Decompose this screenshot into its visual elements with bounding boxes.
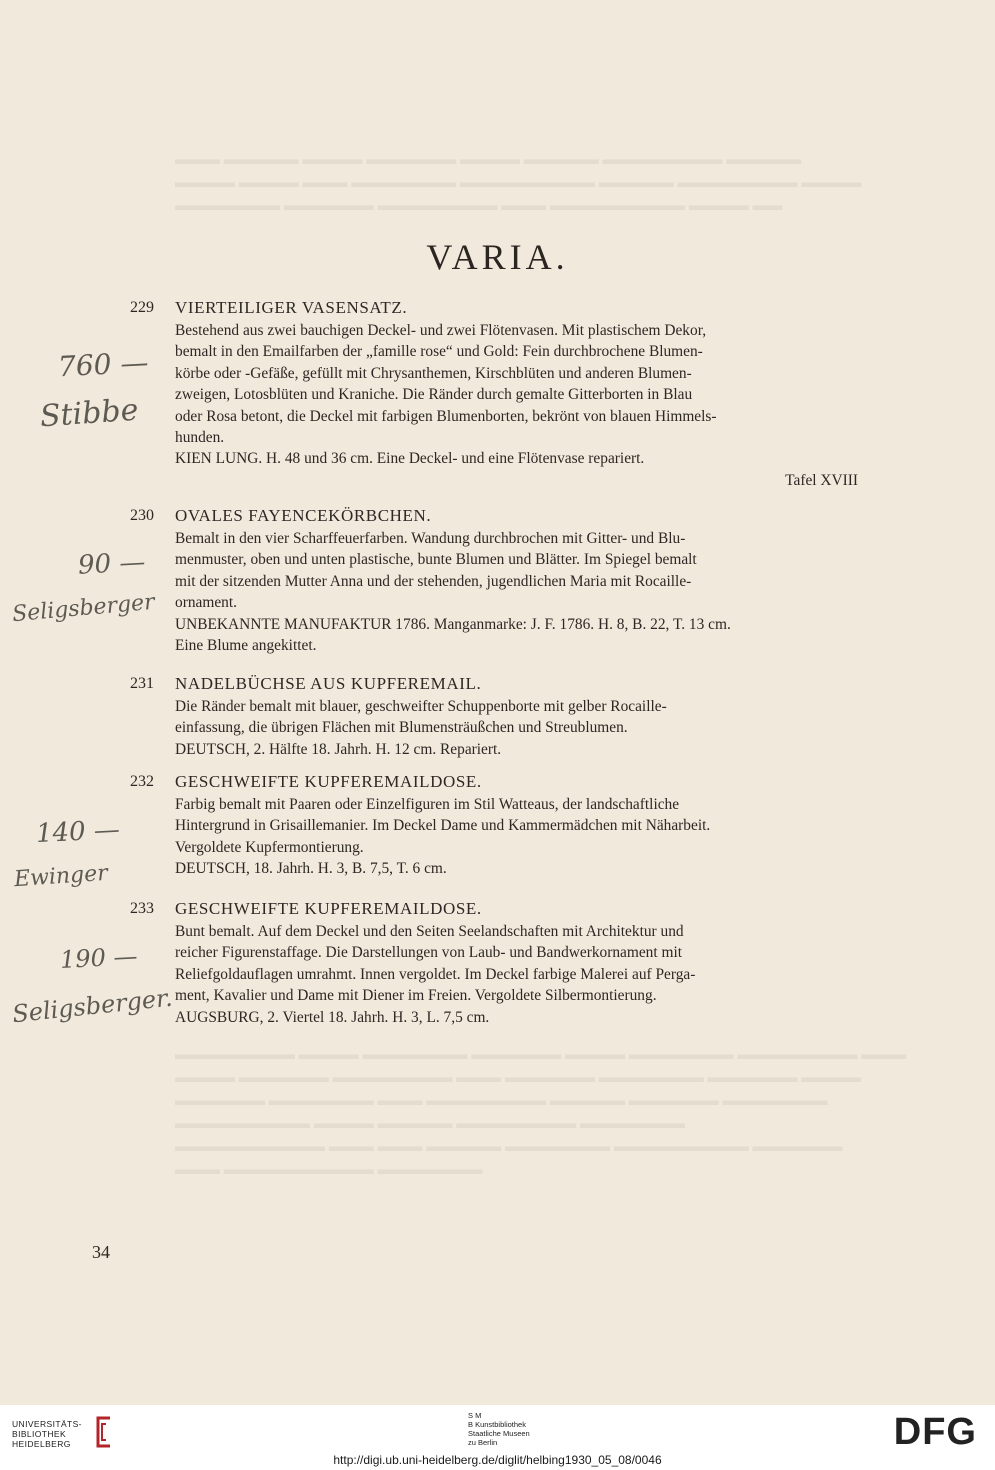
catalog-entry-229 bbox=[130, 296, 858, 491]
description-line: Die Ränder bemalt mit blauer, geschweifter Schuppenborte mit gelber Rocaille- bbox=[175, 698, 667, 715]
description-line: ornament. bbox=[175, 594, 237, 612]
handwritten-price-232: 140 — bbox=[35, 814, 121, 850]
lot-title: OVALES FAYENCEKÖRBCHEN. bbox=[175, 506, 432, 525]
description-line: menmuster, oben und unten plastische, bunte Blumen und Blätter. Im Spiegel bemalt bbox=[175, 551, 697, 569]
section-heading: VARIA. bbox=[426, 237, 569, 277]
catalog-entry-231 bbox=[130, 672, 858, 760]
lot-number: 233 bbox=[130, 900, 154, 917]
entry-title-row bbox=[130, 770, 858, 794]
lot-description bbox=[175, 320, 858, 491]
description-line: Bunt bemalt. Auf dem Deckel und den Seiten Seelandschaften mit Architektur und bbox=[175, 923, 684, 940]
catalog-entry-230 bbox=[130, 504, 858, 656]
digitization-footer bbox=[0, 1405, 995, 1470]
university-library-logo bbox=[12, 1419, 82, 1449]
lot-description bbox=[175, 794, 858, 880]
source-url[interactable]: http://digi.ub.uni-heidelberg.de/diglit/helbing1930_05_08/0046 bbox=[333, 1453, 662, 1467]
handwritten-buyer-233: Seligsberger. bbox=[10, 983, 174, 1029]
show-through-texture: ▬▬▬ ▬▬▬▬▬ ▬▬▬▬ ▬▬▬▬▬▬ ▬▬▬▬ ▬▬▬▬▬ ▬▬▬▬▬▬▬▬ ▬▬▬▬▬ bbox=[175, 152, 802, 168]
handwritten-price-229: 760 — bbox=[57, 345, 150, 384]
handwritten-buyer-229: Stibbe bbox=[38, 392, 140, 435]
smb-kunstbibliothek-logo bbox=[468, 1411, 530, 1447]
description-line: Hintergrund in Grisaillemanier. Im Deckel Dame und Kammermädchen mit Näharbeit. bbox=[175, 817, 711, 835]
handwritten-buyer-232: Ewinger bbox=[13, 860, 109, 893]
description-line: mit der sitzenden Mutter Anna und der stehenden, jugendlichen Maria mit Rocaille- bbox=[175, 572, 692, 590]
smb-line: S M bbox=[468, 1411, 482, 1420]
description-line: hunden. bbox=[175, 429, 225, 447]
show-through-texture: ▬▬▬▬▬▬▬▬▬ ▬▬▬▬ ▬▬▬▬▬ ▬▬▬▬▬▬▬▬ ▬▬▬▬▬▬▬ bbox=[175, 1116, 685, 1132]
description-line: zweigen, Lotosblüten und Kraniche. Die Ränder durch gemalte Gitterborten in Blau bbox=[175, 386, 693, 404]
entry-title-row bbox=[130, 504, 858, 528]
description-line: reicher Figurenstaffage. Die Darstellungen von Laub- und Bandwerkornament mit bbox=[175, 944, 683, 962]
lot-description bbox=[175, 696, 858, 760]
library-name-line: UNIVERSITÄTS- bbox=[12, 1419, 82, 1429]
description-line: einfassung, die übrigen Flächen mit Blumensträußchen und Streublumen. bbox=[175, 719, 628, 737]
lot-provenance: KIEN LUNG. H. 48 und 36 cm. Eine Deckel- und eine Flötenvase repariert. bbox=[175, 450, 645, 468]
show-through-texture: ▬▬▬▬ ▬▬▬▬ ▬▬▬ ▬▬▬▬▬▬▬ ▬▬▬▬▬▬▬▬▬ ▬▬▬▬▬ ▬▬▬▬▬▬▬▬ ▬▬▬▬ bbox=[175, 175, 862, 191]
dfg-logo: DFG bbox=[893, 1411, 977, 1453]
handwritten-price-230: 90 — bbox=[77, 547, 147, 581]
show-through-texture: ▬▬▬▬▬▬▬▬ ▬▬▬▬ ▬▬▬▬▬▬▬ ▬▬▬▬▬▬ ▬▬▬▬ ▬▬▬▬▬▬▬ ▬▬▬▬▬▬▬▬ ▬▬▬ bbox=[175, 1047, 907, 1063]
lot-title: NADELBÜCHSE AUS KUPFEREMAIL. bbox=[175, 674, 482, 693]
lot-provenance: DEUTSCH, 2. Hälfte 18. Jahrh. H. 12 cm. Repariert. bbox=[175, 740, 502, 758]
description-line: oder Rosa betont, die Deckel mit farbigen Blumenborten, bekrönt von blauen Himmels- bbox=[175, 407, 717, 425]
library-name-line: BIBLIOTHEK bbox=[12, 1429, 67, 1439]
lot-provenance: DEUTSCH, 18. Jahrh. H. 3, B. 7,5, T. 6 cm. bbox=[175, 860, 447, 878]
lot-title: VIERTEILIGER VASENSATZ. bbox=[175, 298, 408, 317]
library-name-line: HEIDELBERG bbox=[12, 1439, 71, 1449]
plate-reference: Tafel XVIII bbox=[785, 471, 858, 489]
lot-description bbox=[175, 528, 858, 656]
show-through-texture: ▬▬▬▬▬▬ ▬▬▬▬▬▬▬ ▬▬▬ ▬▬▬▬▬▬▬▬ ▬▬▬▬▬ ▬▬▬▬▬▬ ▬▬▬▬▬▬▬ bbox=[175, 1093, 828, 1109]
description-line: ment, Kavalier und Dame mit Diener im Freien. Vergoldete Silbermontierung. bbox=[175, 987, 657, 1005]
description-line: Bestehend aus zwei bauchigen Deckel- und zwei Flötenvasen. Mit plastischem Dekor, bbox=[175, 322, 707, 339]
show-through-texture: ▬▬▬ ▬▬▬▬▬▬▬▬▬▬ ▬▬▬▬▬▬▬ bbox=[175, 1162, 483, 1178]
lot-title: GESCHWEIFTE KUPFEREMAILDOSE. bbox=[175, 899, 482, 918]
lot-provenance: UNBEKANNTE MANUFAKTUR 1786. Manganmarke: J. F. 1786. H. 8, B. 22, T. 13 cm. bbox=[175, 615, 731, 633]
catalog-entry-233 bbox=[130, 897, 858, 1028]
handwritten-price-233: 190 — bbox=[59, 941, 139, 975]
smb-line: zu Berlin bbox=[468, 1438, 498, 1447]
description-line: Reliefgoldauflagen umrahmt. Innen vergoldet. Im Deckel farbige Malerei auf Perga- bbox=[175, 965, 696, 983]
lot-title: GESCHWEIFTE KUPFEREMAILDOSE. bbox=[175, 772, 482, 791]
page-number: 34 bbox=[92, 1242, 110, 1262]
catalog-entry-232 bbox=[130, 770, 858, 880]
description-line: Farbig bemalt mit Paaren oder Einzelfiguren im Stil Watteaus, der landschaftliche bbox=[175, 796, 680, 813]
smb-line: B Kunstbibliothek bbox=[468, 1420, 526, 1429]
show-through-texture: ▬▬▬▬ ▬▬▬▬▬▬ ▬▬▬▬▬▬▬▬ ▬▬▬ ▬▬▬▬▬▬ ▬▬▬▬▬▬▬ ▬▬▬▬▬▬ ▬▬▬▬ bbox=[175, 1070, 862, 1086]
entry-title-row bbox=[130, 296, 858, 320]
description-line: Vergoldete Kupfermontierung. bbox=[175, 838, 364, 856]
handwritten-buyer-230: Seligsberger bbox=[11, 589, 156, 628]
lot-condition-note: Eine Blume angekittet. bbox=[175, 637, 317, 655]
show-through-texture: ▬▬▬▬▬▬▬▬▬▬ ▬▬▬ ▬▬▬ ▬▬▬▬▬ ▬▬▬▬▬▬▬ ▬▬▬▬▬▬▬▬▬ ▬▬▬▬▬▬ bbox=[175, 1139, 843, 1155]
lot-number: 232 bbox=[130, 773, 154, 790]
description-line: bemalt in den Emailfarben der „famille rose“ und Gold: Fein durchbrochene Blumen- bbox=[175, 343, 703, 361]
description-line: Bemalt in den vier Scharffeuerfarben. Wandung durchbrochen mit Gitter- und Blu- bbox=[175, 530, 686, 547]
description-line: körbe oder -Gefäße, gefüllt mit Chrysanthemen, Kirschblüten und anderen Blumen- bbox=[175, 364, 692, 382]
show-through-texture: ▬▬▬▬▬▬▬ ▬▬▬▬▬▬ ▬▬▬▬▬▬▬▬ ▬▬▬ ▬▬▬▬▬▬▬▬▬ ▬▬▬▬ ▬▬ bbox=[175, 198, 783, 214]
lot-number: 230 bbox=[130, 507, 154, 524]
entry-title-row bbox=[130, 897, 858, 921]
lot-provenance: AUGSBURG, 2. Viertel 18. Jahrh. H. 3, L. 7,5 cm. bbox=[175, 1008, 490, 1026]
lot-number: 231 bbox=[130, 675, 154, 692]
smb-line: Staatliche Museen bbox=[468, 1429, 530, 1438]
lot-number: 229 bbox=[130, 299, 154, 316]
lot-description bbox=[175, 921, 858, 1028]
entry-title-row bbox=[130, 672, 858, 696]
library-mark-icon bbox=[92, 1415, 114, 1449]
